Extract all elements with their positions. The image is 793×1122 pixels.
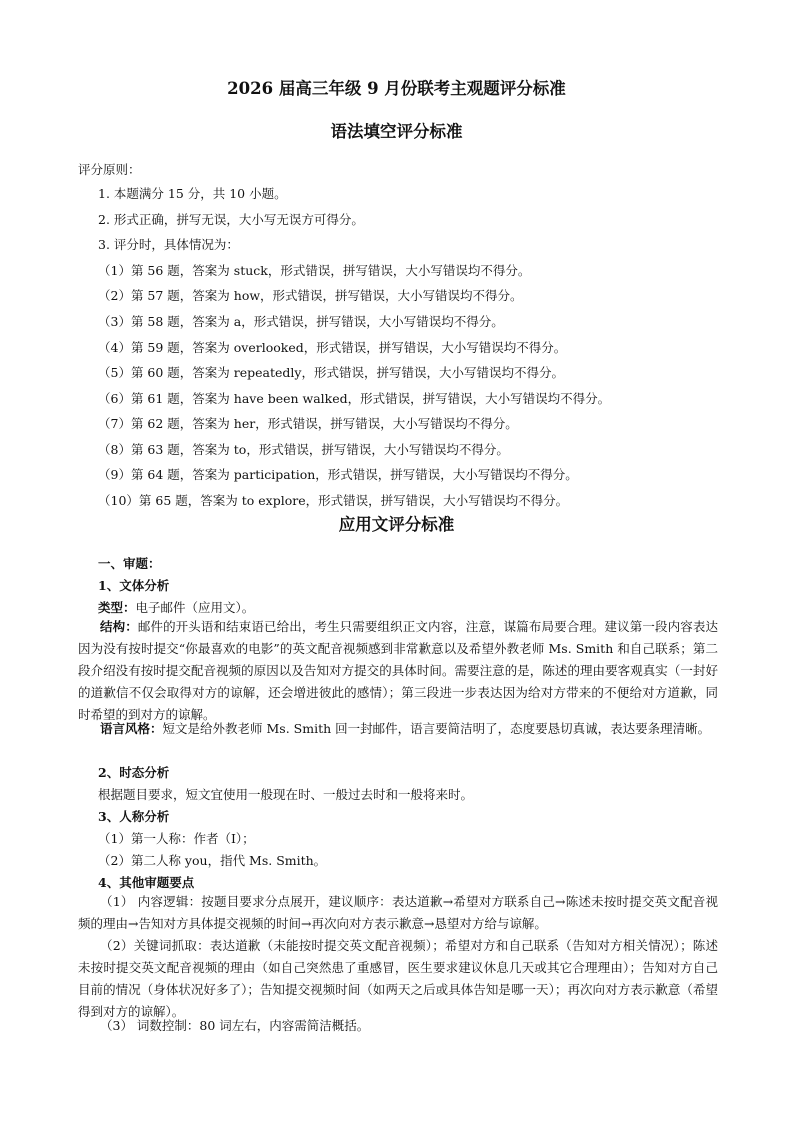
type-label: 类型： bbox=[98, 600, 136, 615]
point-1: （1） 内容逻辑：按题目要求分点展开，建议顺序：表达道歉→希望对方联系自己→陈述未按时提交英文配音视频的理由→告知对方具体提交视频的时间→再次向对方表示歉意→恳望对方给与谅解。 bbox=[78, 894, 718, 931]
type-line bbox=[98, 600, 254, 616]
main-title: 2026 届高三年级 9 月份联考主观题评分标准 bbox=[227, 79, 566, 98]
rule-1: 1. 本题满分 15 分，共 10 小题。 bbox=[98, 186, 287, 201]
section-review: 一、审题： bbox=[98, 556, 161, 571]
grammar-heading: 语法填空评分标准 bbox=[330, 122, 463, 141]
answer-item: （1）第 56 题，答案为 stuck，形式错误，拼写错误，大小写错误均不得分。 bbox=[98, 263, 531, 278]
rule-2: 2. 形式正确，拼写无误，大小写无误方可得分。 bbox=[98, 212, 364, 227]
rule-3: 3. 评分时，具体情况为： bbox=[98, 237, 239, 252]
sub-genre: 1、文体分析 bbox=[98, 578, 170, 593]
answer-item: （5）第 60 题，答案为 repeatedly，形式错误，拼写错误，大小写错误均不得分。 bbox=[98, 365, 564, 380]
style-text: 短文是给外教老师 Ms. Smith 回一封邮件，语言要简洁明了，态度要恳切真诚，表达要条理清晰。 bbox=[162, 721, 711, 736]
type-text: 电子邮件（应用文）。 bbox=[135, 600, 255, 615]
answer-item: （2）第 57 题，答案为 how，形式错误，拼写错误，大小写错误均不得分。 bbox=[98, 288, 523, 303]
structure-text: 邮件的开头语和结束语已给出，考生只需要组织正文内容，注意，谋篇布局要合理。建议第一段内容表达因为没有按时提交“你最喜欢的电影”的英文配音视频感到非常歉意以及希望外教老师 Ms. Smith 和自己联系；第二段介绍没有按时提交配音视频的原因以及告知对方提交的具体时间。需要注意的是，陈述的理由要客观真实（一封好的道歉信不仅会取得对方的谅解，还会增进彼此的感情）；第三段进一步表达因为给对方带来的不便给对方道歉，同时希望的到对方的谅解。 bbox=[78, 619, 718, 722]
person-2: （2）第二人称 you，指代 Ms. Smith。 bbox=[98, 853, 327, 868]
answer-item: （3）第 58 题，答案为 a，形式错误，拼写错误，大小写错误均不得分。 bbox=[98, 314, 504, 329]
answer-item: （6）第 61 题，答案为 have been walked，形式错误，拼写错误，大小写错误均不得分。 bbox=[98, 391, 611, 406]
point-3: （3） 词数控制：80 词左右，内容需简洁概括。 bbox=[100, 1018, 370, 1033]
style-paragraph bbox=[78, 718, 718, 740]
answer-item: （7）第 62 题，答案为 her，形式错误，拼写错误，大小写错误均不得分。 bbox=[98, 416, 518, 431]
sub-tense: 2、时态分析 bbox=[98, 765, 170, 780]
person-1: （1）第一人称：作者（I）； bbox=[98, 831, 255, 846]
answer-item: （8）第 63 题，答案为 to，形式错误，拼写错误，大小写错误均不得分。 bbox=[98, 442, 509, 457]
answer-item: （10）第 65 题，答案为 to explore，形式错误，拼写错误，大小写错误均不得分。 bbox=[98, 493, 569, 508]
point-2: （2）关键词抓取：表达道歉（未能按时提交英文配音视频）；希望对方和自己联系（告知对方相关情况）；陈述未按时提交英文配音视频的理由（如自己突然患了重感冒，医生要求建议休息几天或其它合理理由）；告知对方自己目前的情况（身体状况好多了）；告知提交视频时间（如两天之后或具体告知是哪一天）；再次向对方表示歉意（希望得到对方的谅解）。 bbox=[78, 938, 718, 1019]
answer-item: （4）第 59 题，答案为 overlooked，形式错误，拼写错误，大小写错误均不得分。 bbox=[98, 340, 567, 355]
sub-person: 3、人称分析 bbox=[98, 809, 170, 824]
writing-heading: 应用文评分标准 bbox=[338, 515, 455, 534]
structure-paragraph bbox=[78, 616, 718, 726]
answer-item: （9）第 64 题，答案为 participation，形式错误，拼写错误，大小写错误均不得分。 bbox=[98, 467, 578, 482]
style-label: 语言风格： bbox=[100, 721, 163, 736]
structure-label: 结构： bbox=[100, 619, 138, 634]
tense-text: 根据题目要求，短文宜使用一般现在时、一般过去时和一般将来时。 bbox=[98, 787, 474, 802]
sub-other-points: 4、其他审题要点 bbox=[98, 875, 195, 890]
principle-label: 评分原则： bbox=[78, 162, 141, 177]
